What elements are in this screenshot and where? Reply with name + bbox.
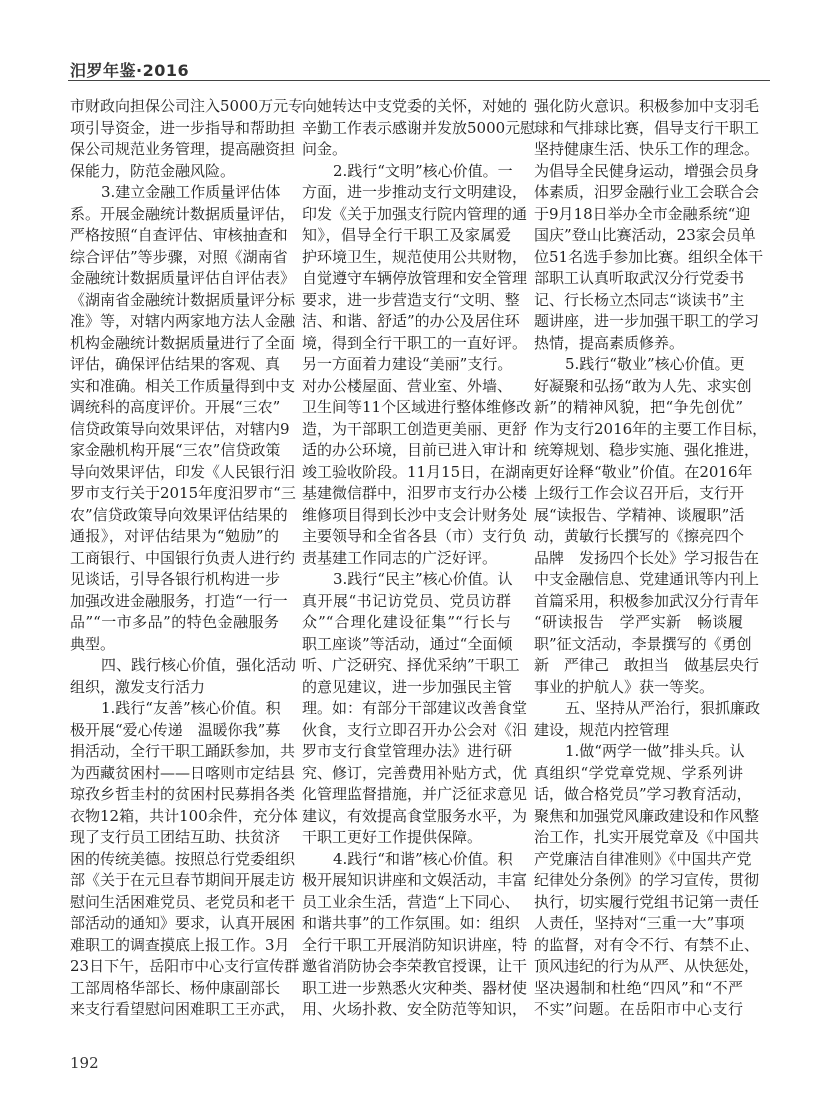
text-line: 热情，提高素质修养。 [534, 333, 685, 352]
text-line: 家金融机构开展“三农”信贷政策 [70, 441, 281, 459]
text-line: 为西藏贫困村——日喀则市定结县 [70, 763, 296, 782]
paragraph [302, 849, 528, 1021]
text-line: 题讲座，进一步加强干职工的学习 [534, 312, 760, 330]
page-number: 192 [70, 1054, 99, 1072]
running-head-title: 汨罗年鉴·2016 [70, 61, 190, 80]
text-line: 建议，有效提高食堂服务水平，为 [302, 806, 528, 825]
text-line: 知》，倡导全行干职工及家属爱 [302, 226, 511, 244]
text-line: 动，黄敏行长撰写的《擦亮四个 [534, 527, 745, 545]
text-line: 卫生间等11个区域进行整体维修改 [302, 398, 532, 416]
text-line: 慰问生活困难党员、老党员和老干 [70, 892, 296, 911]
text-line: 实和准确。相关工作质量得到中支 [70, 376, 296, 395]
text-line: 2.践行“文明”核心价值。一 [333, 161, 513, 180]
text-line: 系。开展金融统计数据质量评估， [70, 204, 296, 223]
text-line: 执行，切实履行党组书记第一责任 [534, 892, 760, 911]
text-line: 组织，激发支行活力 [70, 677, 206, 696]
text-line: 4.践行“和谐”核心价值。积 [333, 849, 513, 868]
text-line: 球和气排球比赛，倡导支行干职工 [534, 118, 760, 137]
text-line: 见谈话，引导各银行机构进一步 [70, 570, 281, 588]
text-line: 话，做合格党员”学习教育活动， [534, 785, 752, 803]
text-line: 机构金融统计数据质量进行了全面 [70, 333, 296, 352]
text-line: 辛勤工作表示感谢并发放5000元慰 [302, 118, 536, 137]
text-line: 职”征文活动，李景撰写的《勇创 [534, 634, 752, 653]
text-line: 纪律处分条例》的学习宣传，贯彻 [534, 871, 760, 889]
text-line: 严格按照“自查评估、审核抽查和 [70, 226, 288, 244]
text-line: 琼孜乡哲圭村的贫困村民募捐各类 [70, 785, 296, 803]
text-line: 化管理监督措施，并广泛征求意见 [302, 785, 528, 803]
text-line: 项引导资金，进一步指导和帮助担 [70, 118, 296, 137]
text-line: 用、火场扑救、安全防范等知识， [302, 1000, 528, 1018]
text-line: 通报》，对评估结果为“勉励”的 [70, 527, 279, 545]
paragraph [302, 96, 536, 161]
text-line: 3.建立金融工作质量评估体 [101, 183, 281, 201]
paragraph [534, 741, 760, 1021]
text-line: 职工进一步熟悉火灾种类、器材使 [302, 978, 528, 997]
text-line: 向她转达中支党委的关怀，对她的 [302, 97, 528, 115]
text-line: 为倡导全民健身运动，增强会员身 [534, 161, 760, 180]
text-line: 罗市支行食堂管理办法》进行研 [302, 742, 513, 760]
text-line: 23日下午，岳阳市中心支行宣传群 [70, 957, 300, 975]
paragraph [70, 182, 296, 655]
text-line: 1.做“两学一做”排头兵。认 [565, 742, 745, 760]
text-line: 众”“合理化建设征集”“行长与 [302, 613, 511, 631]
text-line: 和谐共事”的工作氛围。如：组织 [302, 914, 520, 932]
text-line: 位51名选手参加比赛。组织全体干 [534, 247, 764, 266]
text-line: 全行干职工开展消防知识讲座，特 [302, 935, 528, 954]
text-line: 评估，确保评估结果的客观、真 [70, 355, 281, 373]
text-line: 调统科的高度评价。开展“三农” [70, 398, 281, 416]
text-line: 来支行看望慰问困难职工王亦武， [70, 1000, 296, 1018]
text-line: 保能力，防范金融风险。 [70, 161, 236, 180]
text-line: 究、修订，完善费用补贴方式，优 [302, 763, 528, 782]
text-line: 的意见建议，进一步加强民主管 [302, 677, 513, 696]
paragraph [534, 96, 764, 354]
text-line: 造，为干部职工创造更美丽、更舒 [302, 419, 528, 438]
text-line: 极开展“爱心传递 温暖你我”募 [70, 720, 281, 739]
text-line: 问金。 [302, 140, 348, 158]
text-line: 工商银行、中国银行负责人进行约 [70, 548, 296, 567]
text-line: 加强改进金融服务，打造“一行一 [70, 591, 288, 610]
text-line: 护环境卫生，规范使用公共财物， [302, 247, 528, 266]
paragraph [70, 698, 300, 1021]
text-line: 更好诠释“敬业”价值。在2016年 [534, 462, 753, 481]
text-line: 坚决遏制和杜绝“四风”和“不严 [534, 978, 743, 997]
text-line: 伙食，支行立即召开办公会对《汨 [302, 720, 528, 739]
paragraph [70, 655, 297, 698]
header-rule [68, 80, 770, 81]
text-line: 难职工的调查摸底上报工作。3月 [70, 935, 290, 954]
text-line: 作为支行2016年的主要工作目标， [534, 419, 768, 438]
text-line: 新 严律己 敢担当 做基层央行 [534, 656, 760, 674]
text-line: 统筹规划、稳步实施、强化推进， [534, 441, 760, 459]
text-line: 上级行工作会议召开后，支行开 [534, 484, 745, 502]
text-line: 准》等，对辖内两家地方法人金融 [70, 312, 296, 330]
text-line: 治工作，扎实开展党章及《中国共 [534, 828, 760, 846]
text-line: 新”的精神风貌，把“争先创优” [534, 398, 743, 416]
text-line: 于9月18日举办全市金融系统“迎 [534, 204, 751, 223]
text-line: 1.践行“友善”核心价值。积 [101, 699, 281, 717]
text-column-1 [70, 96, 304, 1021]
text-line: 聚焦和加强党风廉政建设和作风整 [534, 806, 760, 825]
text-column-2 [302, 96, 536, 1021]
text-line: 坚持健康生活、快乐工作的理念。 [534, 140, 760, 158]
text-line: 建设，规范内控管理 [534, 720, 670, 739]
text-line: 印发《关于加强支行院内管理的通 [302, 204, 528, 223]
text-line: “研读报告 学严实新 畅谈履 [534, 613, 743, 631]
text-line: 顶风违纪的行为从严、从快惩处， [534, 957, 760, 975]
text-line: 方面，进一步推动支行文明建设， [302, 183, 528, 201]
text-line: 真开展“书记访党员、党员访群 [302, 591, 511, 610]
text-line: 典型。 [70, 634, 116, 653]
text-line: 记、行长杨立杰同志“谈读书”主 [534, 290, 745, 309]
text-line: 人责任，坚持对“三重一大”事项 [534, 914, 745, 932]
text-line: 责基建工作同志的广泛好评。 [302, 548, 498, 567]
text-line: 体素质，汨罗金融行业工会联合会 [534, 183, 760, 201]
text-line: 综合评估”等步骤，对照《湖南省 [70, 247, 288, 266]
text-line: 听、广泛研究、择优采纳”干职工 [302, 656, 520, 674]
text-line: 干职工更好工作提供保障。 [302, 828, 483, 846]
text-line: 农”信贷政策导向效果评估结果的 [70, 505, 288, 524]
text-line: 困的传统美德。按照总行党委组织 [70, 849, 296, 868]
text-line: 职工座谈”等活动，通过“全面倾 [302, 634, 513, 653]
paragraph [70, 96, 304, 182]
text-line: 中支金融信息、党建通讯等内刊上 [534, 570, 760, 588]
text-line: 5.践行“敬业”核心价值。更 [565, 355, 745, 373]
text-line: 品牌 发扬四个长处》学习报告在 [534, 548, 760, 567]
text-line: 事业的护航人》获一等奖。 [534, 677, 715, 696]
text-line: 另一方面着力建设“美丽”支行。 [302, 355, 513, 373]
text-line: 基建微信群中，汨罗市支行办公楼 [302, 484, 528, 502]
text-line: 品”“一市多品”的特色金融服务 [70, 613, 279, 631]
text-line: 对办公楼屋面、营业室、外墙、 [302, 376, 513, 395]
text-line: 要求，进一步营造支行“文明、整 [302, 290, 520, 309]
text-line: 现了支行员工团结互助、扶贫济 [70, 828, 281, 846]
text-line: 产党廉洁自律准则》《中国共产党 [534, 849, 752, 868]
text-line: 强化防火意识。积极参加中支羽毛 [534, 97, 760, 115]
text-line: 3.践行“民主”核心价值。认 [333, 570, 513, 588]
text-line: 洁、和谐、舒适”的办公及居住环 [302, 312, 520, 330]
text-line: 自觉遵守车辆停放管理和安全管理 [302, 269, 528, 287]
text-line: 四、践行核心价值，强化活动 [101, 656, 297, 674]
text-line: 五、坚持从严治行，狠抓廉政 [565, 699, 761, 717]
text-line: 部职工认真听取武汉分行党委书 [534, 269, 745, 287]
text-line: 理。如：有部分干部建议改善食堂 [302, 699, 528, 717]
text-line: 导向效果评估，印发《人民银行汨 [70, 462, 296, 481]
text-line: 主要领导和全省各县（市）支行负 [302, 527, 528, 545]
text-line: 保公司规范业务管理，提高融资担 [70, 140, 296, 158]
text-line: 信贷政策导向效果评估，对辖内9 [70, 419, 290, 438]
text-line: 部活动的通知》要求，认真开展困 [70, 914, 296, 932]
text-line: 境，得到全行干职工的一直好评。 [302, 333, 528, 352]
text-line: 工部周格华部长、杨仲康副部长 [70, 978, 281, 997]
text-line: 的监督，对有令不行、有禁不止、 [534, 935, 760, 954]
paragraph [302, 161, 536, 570]
text-line: 国庆”登山比赛活动，23家会员单 [534, 226, 756, 244]
text-line: 市财政向担保公司注入5000万元专 [70, 97, 304, 115]
text-line: 捐活动，全行干职工踊跃参加，共 [70, 742, 296, 760]
text-line: 金融统计数据质量评估自评估表》 [70, 269, 296, 287]
text-column-3 [534, 96, 768, 1021]
text-line: 维修项目得到长沙中支会计财务处 [302, 505, 528, 524]
text-line: 竣工验收阶段。11月15日，在湖南 [302, 462, 536, 481]
text-line: 好凝聚和弘扬“敢为人先、求实创 [534, 376, 752, 395]
paragraph [302, 569, 528, 849]
text-line: 邀省消防协会李荣教官授课，让干 [302, 957, 528, 975]
text-line: 适的办公环境，目前已进入审计和 [302, 441, 528, 459]
text-line: 不实”问题。在岳阳市中心支行 [534, 1000, 743, 1018]
text-line: 首篇采用，积极参加武汉分行青年 [534, 591, 760, 610]
text-line: 真组织“学党章党规、学系列讲 [534, 763, 743, 782]
text-line: 《湖南省金融统计数据质量评分标 [70, 290, 296, 309]
text-line: 部《关于在元旦春节期间开展走访 [70, 871, 296, 889]
paragraph [534, 698, 761, 741]
text-line: 员工业余生活，营造“上下同心、 [302, 892, 520, 911]
paragraph [534, 354, 768, 698]
text-line: 极开展知识讲座和文娱活动，丰富 [302, 871, 528, 889]
text-line: 衣物12箱，共计100余件，充分体 [70, 806, 298, 825]
text-line: 展“读报告、学精神、谈履职”活 [534, 505, 745, 524]
text-line: 罗市支行关于2015年度汨罗市“三 [70, 484, 296, 502]
